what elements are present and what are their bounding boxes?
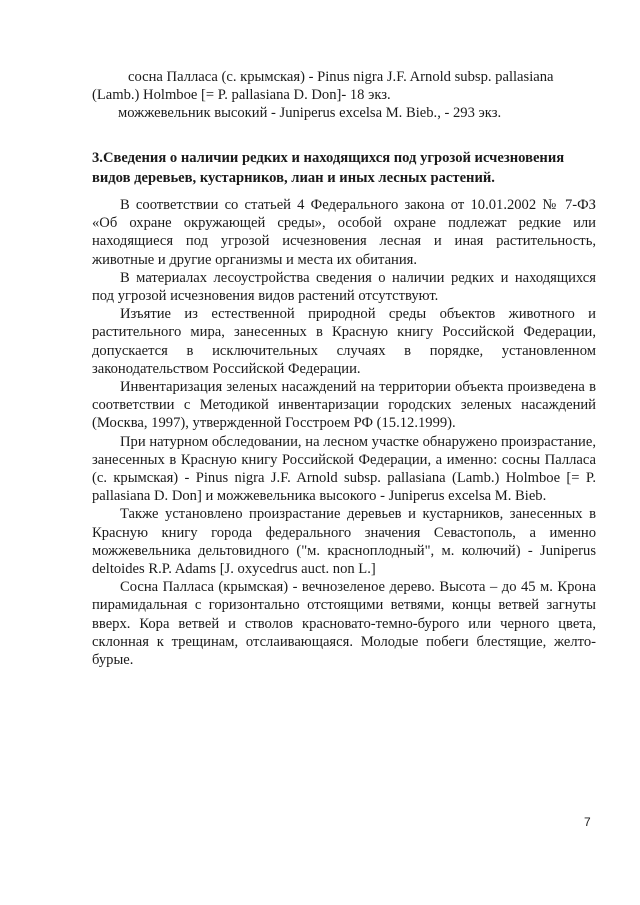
paragraph-forest-materials: В материалах лесоустройства сведения о наличии редких и находящихся под угрозой исчезновения видов растений отсутствуют. xyxy=(92,269,596,305)
species-line-pine: сосна Палласа (с. крымская) - Pinus nigra J.F. Arnold subsp. pallasiana xyxy=(128,69,554,85)
paragraph-law: В соответствии со статьей 4 Федерального закона от 10.01.2002 № 7-ФЗ «Об охране окружающей среды», особой охране подлежат редкие или находящиеся под угрозой исчезновения лесная и иная растительность, животные и другие организмы и места их обитания. xyxy=(92,197,596,268)
page-number: 7 xyxy=(584,815,591,829)
paragraph-red-book-exemption: Изъятие из естественной природной среды объектов животного и растительного мира, занесенных в Красную книгу Российской Федерации, допускается в исключительных случаях в порядке, установленном законодательством Российской Федерации. xyxy=(92,306,596,377)
paragraph-sevastopol-red-book: Также установлено произрастание деревьев и кустарников, занесенных в Красную книгу города федерального значения Севастополь, а именно можжевельника дельтовидного ("м. красноплодный", м. колючий) - Juniperus deltoides R.P. Adams [J. oxycedrus auct. non L.] xyxy=(92,506,596,578)
species-list xyxy=(92,68,596,123)
section-heading: 3.Сведения о наличии редких и находящихся под угрозой исчезновения видов деревьев, кустарников, лиан и иных лесных растений. xyxy=(92,150,565,186)
species-line-pine-continued: (Lamb.) Holmboe [= P. pallasiana D. Don]- 18 экз. xyxy=(92,87,391,104)
species-line-juniper: можжевельник высокий - Juniperus excelsa M. Bieb., - 293 экз. xyxy=(118,105,502,122)
paragraph-field-survey: При натурном обследовании, на лесном участке обнаружено произрастание, занесенных в Красную книгу Российской Федерации, а именно: сосны Палласа (с. крымская) - Pinus nigra J.F. Arnold subsp. pallasiana (Lamb.) Holmboe [= P. pallasiana D. Don] и можжевельника высокого - Juniperus excelsa M. Bieb. xyxy=(92,433,596,505)
paragraph-inventory: Инвентаризация зеленых насаждений на территории объекта произведена в соответствии с Методикой инвентаризации городских зеленых насаждений (Москва, 1997), утвержденной Госстроем РФ (15.12.1999). xyxy=(92,379,596,432)
section-body xyxy=(92,196,596,669)
paragraph-pine-description: Сосна Палласа (крымская) - вечнозеленое дерево. Высота – до 45 м. Крона пирамидальная с горизонтально отстоящими ветвями, концы ветвей загнуты вверх. Кора ветвей и стволов красновато-темно-бурого или черного цвета, склонная к трещинам, отслаивающаяся. Молодые побеги блестящие, желто-бурые. xyxy=(92,579,596,669)
